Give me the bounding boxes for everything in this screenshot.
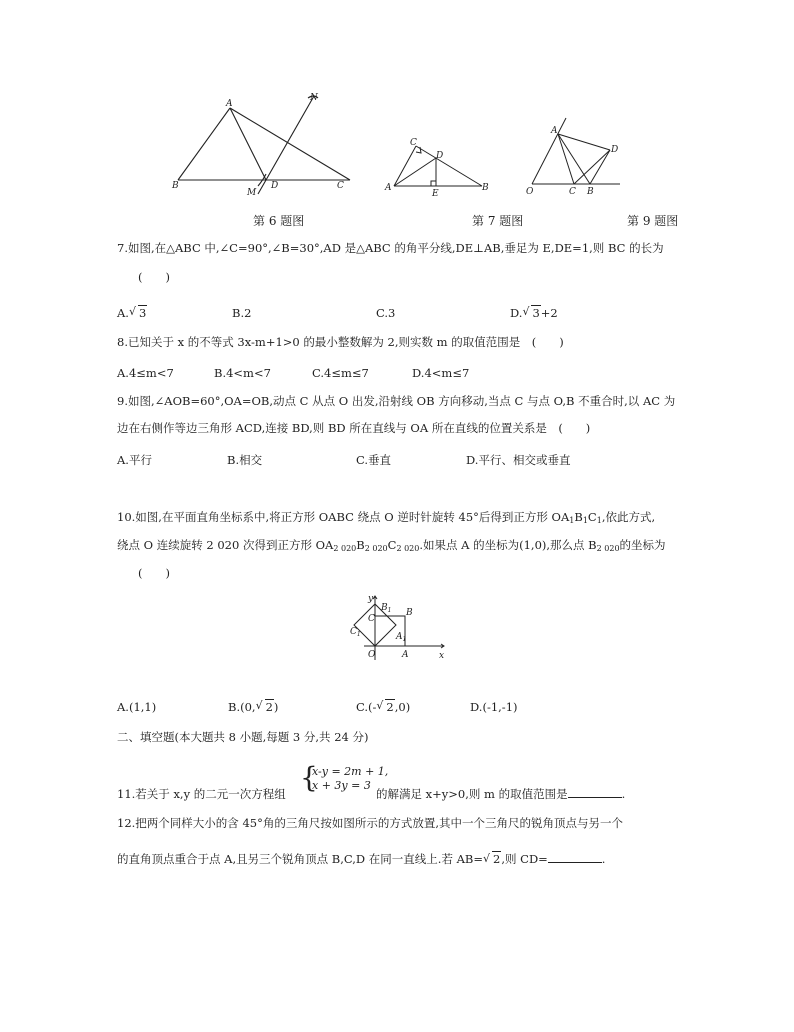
q10-line-2-sub-3: 2 020 xyxy=(396,544,420,553)
q7-option-a-prefix: A. xyxy=(117,306,129,320)
q12-line-2-prefix: 的直角顶点重合于点 A,且另三个锐角顶点 B,C,D 在同一直线上.若 AB= xyxy=(117,852,483,866)
q7-text: 7.如图,在△ABC 中,∠C=90°,∠B=30°,AD 是△ABC 的角平分线,DE⊥AB,垂足为 E,DE=1,则 BC 的长为 xyxy=(117,241,664,255)
sqrt-symbol xyxy=(483,852,501,867)
q10-line-1-sub-1: 1 xyxy=(569,516,575,525)
q7-paren: ( ) xyxy=(138,270,170,284)
q10-option-b-suffix: ) xyxy=(273,700,279,714)
q10-line-2-e: 的坐标为 xyxy=(619,538,666,552)
q12-answer-blank xyxy=(548,852,602,863)
q10-line-1-b: B xyxy=(574,510,583,524)
q10-option-c xyxy=(356,700,410,714)
fig10-label-y: y xyxy=(368,594,374,604)
q7-option-b: B.2 xyxy=(232,306,252,320)
q9-option-a: A.平行 xyxy=(117,453,152,467)
q10-line-1-c: C xyxy=(587,510,597,524)
figure-10 xyxy=(346,590,450,664)
fig6-label-d: D xyxy=(271,181,279,191)
q11-prefix: 11.若关于 x,y 的二元一次方程组 xyxy=(117,787,286,801)
q10-option-a: A.(1,1) xyxy=(117,700,157,714)
q10-line-2-c: C xyxy=(387,538,397,552)
q11-answer-blank xyxy=(568,787,622,798)
q10-line-2 xyxy=(117,538,666,556)
q10-option-b-radicand: 2 xyxy=(265,700,273,714)
q9-option-c: C.垂直 xyxy=(356,453,392,467)
q12-line-1: 12.把两个同样大小的含 45°角的三角尺按如图所示的方式放置,其中一个三角尺的锐角顶点与另一个 xyxy=(117,816,623,830)
section-2-heading: 二、填空题(本大题共 8 小题,每题 3 分,共 24 分) xyxy=(117,730,369,744)
fig7-label-b: B xyxy=(482,183,489,193)
fig10-label-b1-main: B xyxy=(381,603,388,613)
fig7-label-d: D xyxy=(436,151,444,161)
fig6-label-b: B xyxy=(172,181,179,191)
q11-brace: { xyxy=(300,761,318,794)
q7-option-a xyxy=(117,306,147,320)
fig10-label-a1-main: A xyxy=(396,632,403,642)
fig9-label-d: D xyxy=(611,145,619,155)
q7-option-d-suffix: +2 xyxy=(540,306,558,320)
fig10-label-o: O xyxy=(368,650,376,660)
q10-option-c-suffix: ,0) xyxy=(394,700,411,714)
q9-line-1: 9.如图,∠AOB=60°,OA=OB,动点 C 从点 O 出发,沿射线 OB 方向移动,当点 C 与点 O,B 不重合时,以 AC 为 xyxy=(117,394,676,408)
q10-line-1-sub-2: 1 xyxy=(582,516,588,525)
fig6-label-m: M xyxy=(247,188,257,198)
figure-9 xyxy=(522,112,624,200)
sqrt-symbol xyxy=(129,306,147,320)
sqrt-symbol xyxy=(256,700,274,714)
q7-option-d xyxy=(510,306,558,320)
q10-line-1-a: 10.如图,在平面直角坐标系中,将正方形 OABC 绕点 O 逆时针旋转 45°后得到正方形 OA xyxy=(117,510,570,524)
q10-option-b xyxy=(228,700,278,714)
fig9-label-a: A xyxy=(551,126,558,136)
figure-7 xyxy=(378,132,496,200)
fig10-label-a1-sub: 1 xyxy=(402,636,407,643)
q9-line-2: 边在右侧作等边三角形 ACD,连接 BD,则 BD 所在直线与 OA 所在直线的位置关系是 ( ) xyxy=(117,421,591,435)
fig6-label-a: A xyxy=(226,99,233,109)
q10-paren: ( ) xyxy=(138,566,170,580)
fig10-label-c1-sub: 1 xyxy=(356,631,361,638)
q11-equation-1: x-y = 2m + 1, xyxy=(312,765,389,778)
q7-option-d-radicand: 3 xyxy=(532,306,540,320)
q9-option-d: D.平行、相交或垂直 xyxy=(466,453,571,467)
sqrt-symbol xyxy=(522,306,540,320)
fig7-label-c: C xyxy=(410,138,417,148)
fig9-label-c: C xyxy=(569,187,576,197)
fig10-label-c1-main: C xyxy=(350,627,357,637)
q10-line-2-d: .如果点 A 的坐标为(1,0),那么点 B xyxy=(419,538,597,552)
q10-option-c-radicand: 2 xyxy=(386,700,394,714)
q11-suffix-text: 的解满足 x+y>0,则 m 的取值范围是 xyxy=(376,787,568,801)
q8-option-d: D.4<m≤7 xyxy=(412,366,470,380)
q7-option-c: C.3 xyxy=(376,306,396,320)
fig10-label-b: B xyxy=(406,608,413,618)
fig10-label-a: A xyxy=(402,650,409,660)
caption-figure-6: 第 6 题图 xyxy=(253,214,305,228)
q10-line-2-a: 绕点 O 连续旋转 2 020 次得到正方形 OA xyxy=(117,538,334,552)
figure-6 xyxy=(168,88,358,200)
fig6-label-c: C xyxy=(337,181,344,191)
q10-option-d: D.(-1,-1) xyxy=(470,700,518,714)
caption-figure-7: 第 7 题图 xyxy=(472,214,524,228)
fig10-label-c1 xyxy=(350,627,361,638)
fig10-label-x: x xyxy=(439,651,445,661)
q10-line-1 xyxy=(117,510,655,528)
q11-suffix: 的解满足 x+y>0,则 m 的取值范围是 . xyxy=(376,787,626,801)
fig7-label-e: E xyxy=(432,189,439,199)
fig6-label-n: N xyxy=(310,93,318,103)
q12-line-2: 的直角顶点重合于点 A,且另三个锐角顶点 B,C,D 在同一直线上.若 AB=√ 2,则 CD= . xyxy=(117,852,605,867)
q10-line-2-b: B xyxy=(356,538,365,552)
caption-figure-9: 第 9 题图 xyxy=(627,214,679,228)
fig10-label-b1-sub: 1 xyxy=(387,607,392,614)
q10-line-2-sub-4: 2 020 xyxy=(596,544,620,553)
fig9-label-o: O xyxy=(526,187,534,197)
fig10-label-c: C xyxy=(368,614,375,624)
q7-option-d-prefix: D. xyxy=(510,306,523,320)
q8-text: 8.已知关于 x 的不等式 3x-m+1>0 的最小整数解为 2,则实数 m 的取值范围是 ( ) xyxy=(117,335,564,349)
q12-line-2-suffix: ,则 CD= xyxy=(501,852,548,866)
q10-line-1-d: ,依此方式, xyxy=(601,510,656,524)
sqrt-symbol xyxy=(376,700,394,714)
q10-line-2-sub-2: 2 020 xyxy=(364,544,388,553)
fig9-label-b: B xyxy=(587,187,594,197)
q8-option-c: C.4≤m≤7 xyxy=(312,366,369,380)
q8-option-a: A.4≤m<7 xyxy=(117,366,174,380)
q10-line-1-sub-3: 1 xyxy=(596,516,602,525)
fig7-label-a: A xyxy=(385,183,392,193)
q7-option-a-radicand: 3 xyxy=(138,306,147,320)
q10-option-b-prefix: B.(0, xyxy=(228,700,256,714)
fig10-label-b1 xyxy=(380,603,391,614)
q10-line-2-sub-1: 2 020 xyxy=(333,544,357,553)
q10-option-c-prefix: C.(- xyxy=(356,700,377,714)
q8-option-b: B.4<m<7 xyxy=(214,366,271,380)
q11-equation-2: x + 3y = 3 xyxy=(312,779,371,792)
q12-line-2-radicand: 2 xyxy=(493,852,501,866)
q9-option-b: B.相交 xyxy=(227,453,263,467)
